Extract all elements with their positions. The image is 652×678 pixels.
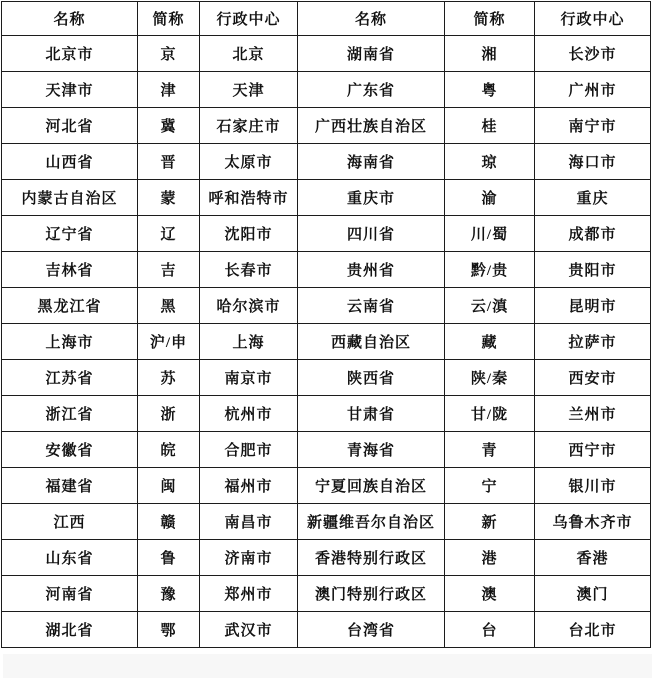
table-cell: 冀 [138, 108, 200, 144]
table-cell: 湖北省 [2, 612, 138, 648]
table-cell: 河南省 [2, 576, 138, 612]
table-cell: 杭州市 [200, 396, 298, 432]
column-header-center-right: 行政中心 [535, 2, 651, 36]
table-cell: 江西 [2, 504, 138, 540]
table-cell: 重庆 [535, 180, 651, 216]
table-cell: 黑龙江省 [2, 288, 138, 324]
table-cell: 济南市 [200, 540, 298, 576]
table-cell: 昆明市 [535, 288, 651, 324]
table-cell: 晋 [138, 144, 200, 180]
table-cell: 宁 [445, 468, 535, 504]
table-row [2, 540, 651, 576]
table-cell: 银川市 [535, 468, 651, 504]
table-cell: 澳门 [535, 576, 651, 612]
table-row [2, 252, 651, 288]
table-cell: 新疆维吾尔自治区 [298, 504, 445, 540]
table-cell: 港 [445, 540, 535, 576]
table-cell: 黔/贵 [445, 252, 535, 288]
table-cell: 渝 [445, 180, 535, 216]
table-cell: 郑州市 [200, 576, 298, 612]
table-cell: 豫 [138, 576, 200, 612]
table-cell: 内蒙古自治区 [2, 180, 138, 216]
table-cell: 辽 [138, 216, 200, 252]
table-cell: 长沙市 [535, 36, 651, 72]
table-cell: 藏 [445, 324, 535, 360]
table-cell: 呼和浩特市 [200, 180, 298, 216]
table-row [2, 72, 651, 108]
table-cell: 广西壮族自治区 [298, 108, 445, 144]
table-cell: 鲁 [138, 540, 200, 576]
table-cell: 成都市 [535, 216, 651, 252]
table-cell: 山西省 [2, 144, 138, 180]
table-cell: 天津市 [2, 72, 138, 108]
table-cell: 重庆市 [298, 180, 445, 216]
table-row [2, 324, 651, 360]
table-cell: 吉林省 [2, 252, 138, 288]
table-cell: 山东省 [2, 540, 138, 576]
province-abbreviation-table [1, 1, 651, 648]
table-body [2, 36, 651, 648]
table-cell: 皖 [138, 432, 200, 468]
column-header-name-right: 名称 [298, 2, 445, 36]
table-cell: 福州市 [200, 468, 298, 504]
table-cell: 浙江省 [2, 396, 138, 432]
table-cell: 青 [445, 432, 535, 468]
table-cell: 新 [445, 504, 535, 540]
table-cell: 海南省 [298, 144, 445, 180]
table-cell: 安徽省 [2, 432, 138, 468]
table-row [2, 576, 651, 612]
page-bottom-margin [3, 654, 652, 678]
table-cell: 云/滇 [445, 288, 535, 324]
table-cell: 南京市 [200, 360, 298, 396]
table-row [2, 144, 651, 180]
table-cell: 天津 [200, 72, 298, 108]
column-header-abbr-right: 简称 [445, 2, 535, 36]
table-cell: 川/蜀 [445, 216, 535, 252]
table-cell: 贵州省 [298, 252, 445, 288]
document-page [0, 1, 652, 678]
table-cell: 浙 [138, 396, 200, 432]
table-cell: 拉萨市 [535, 324, 651, 360]
table-cell: 云南省 [298, 288, 445, 324]
column-header-center-left: 行政中心 [200, 2, 298, 36]
table-cell: 江苏省 [2, 360, 138, 396]
column-header-name-left: 名称 [2, 2, 138, 36]
table-cell: 陕西省 [298, 360, 445, 396]
table-cell: 海口市 [535, 144, 651, 180]
table-cell: 黑 [138, 288, 200, 324]
table-cell: 粤 [445, 72, 535, 108]
table-cell: 赣 [138, 504, 200, 540]
table-cell: 宁夏回族自治区 [298, 468, 445, 504]
table-cell: 沪/申 [138, 324, 200, 360]
table-cell: 吉 [138, 252, 200, 288]
table-cell: 京 [138, 36, 200, 72]
table-cell: 南昌市 [200, 504, 298, 540]
table-cell: 香港 [535, 540, 651, 576]
table-cell: 辽宁省 [2, 216, 138, 252]
table-cell: 澳门特别行政区 [298, 576, 445, 612]
column-header-abbr-left: 简称 [138, 2, 200, 36]
table-cell: 台北市 [535, 612, 651, 648]
table-cell: 上海 [200, 324, 298, 360]
table-row [2, 432, 651, 468]
table-row [2, 288, 651, 324]
table-cell: 津 [138, 72, 200, 108]
table-row [2, 612, 651, 648]
table-cell: 太原市 [200, 144, 298, 180]
table-cell: 四川省 [298, 216, 445, 252]
table-row [2, 360, 651, 396]
table-cell: 西藏自治区 [298, 324, 445, 360]
table-row [2, 180, 651, 216]
table-cell: 闽 [138, 468, 200, 504]
table-cell: 武汉市 [200, 612, 298, 648]
table-cell: 澳 [445, 576, 535, 612]
table-cell: 沈阳市 [200, 216, 298, 252]
table-row [2, 36, 651, 72]
table-cell: 西安市 [535, 360, 651, 396]
table-cell: 青海省 [298, 432, 445, 468]
table-cell: 湘 [445, 36, 535, 72]
table-cell: 北京 [200, 36, 298, 72]
table-cell: 河北省 [2, 108, 138, 144]
table-cell: 鄂 [138, 612, 200, 648]
table-cell: 合肥市 [200, 432, 298, 468]
table-row [2, 216, 651, 252]
table-cell: 香港特别行政区 [298, 540, 445, 576]
header-row [2, 2, 651, 36]
table-row [2, 396, 651, 432]
table-cell: 西宁市 [535, 432, 651, 468]
table-cell: 石家庄市 [200, 108, 298, 144]
table-cell: 蒙 [138, 180, 200, 216]
table-cell: 乌鲁木齐市 [535, 504, 651, 540]
table-cell: 广东省 [298, 72, 445, 108]
table-row [2, 504, 651, 540]
table-cell: 南宁市 [535, 108, 651, 144]
table-cell: 哈尔滨市 [200, 288, 298, 324]
table-cell: 台湾省 [298, 612, 445, 648]
table-cell: 琼 [445, 144, 535, 180]
table-cell: 台 [445, 612, 535, 648]
table-cell: 甘肃省 [298, 396, 445, 432]
table-cell: 上海市 [2, 324, 138, 360]
table-cell: 湖南省 [298, 36, 445, 72]
table-cell: 甘/陇 [445, 396, 535, 432]
table-cell: 桂 [445, 108, 535, 144]
table-cell: 北京市 [2, 36, 138, 72]
table-cell: 广州市 [535, 72, 651, 108]
table-cell: 福建省 [2, 468, 138, 504]
table-cell: 陕/秦 [445, 360, 535, 396]
table-cell: 长春市 [200, 252, 298, 288]
table-row [2, 468, 651, 504]
table-cell: 贵阳市 [535, 252, 651, 288]
table-cell: 苏 [138, 360, 200, 396]
table-cell: 兰州市 [535, 396, 651, 432]
table-row [2, 108, 651, 144]
